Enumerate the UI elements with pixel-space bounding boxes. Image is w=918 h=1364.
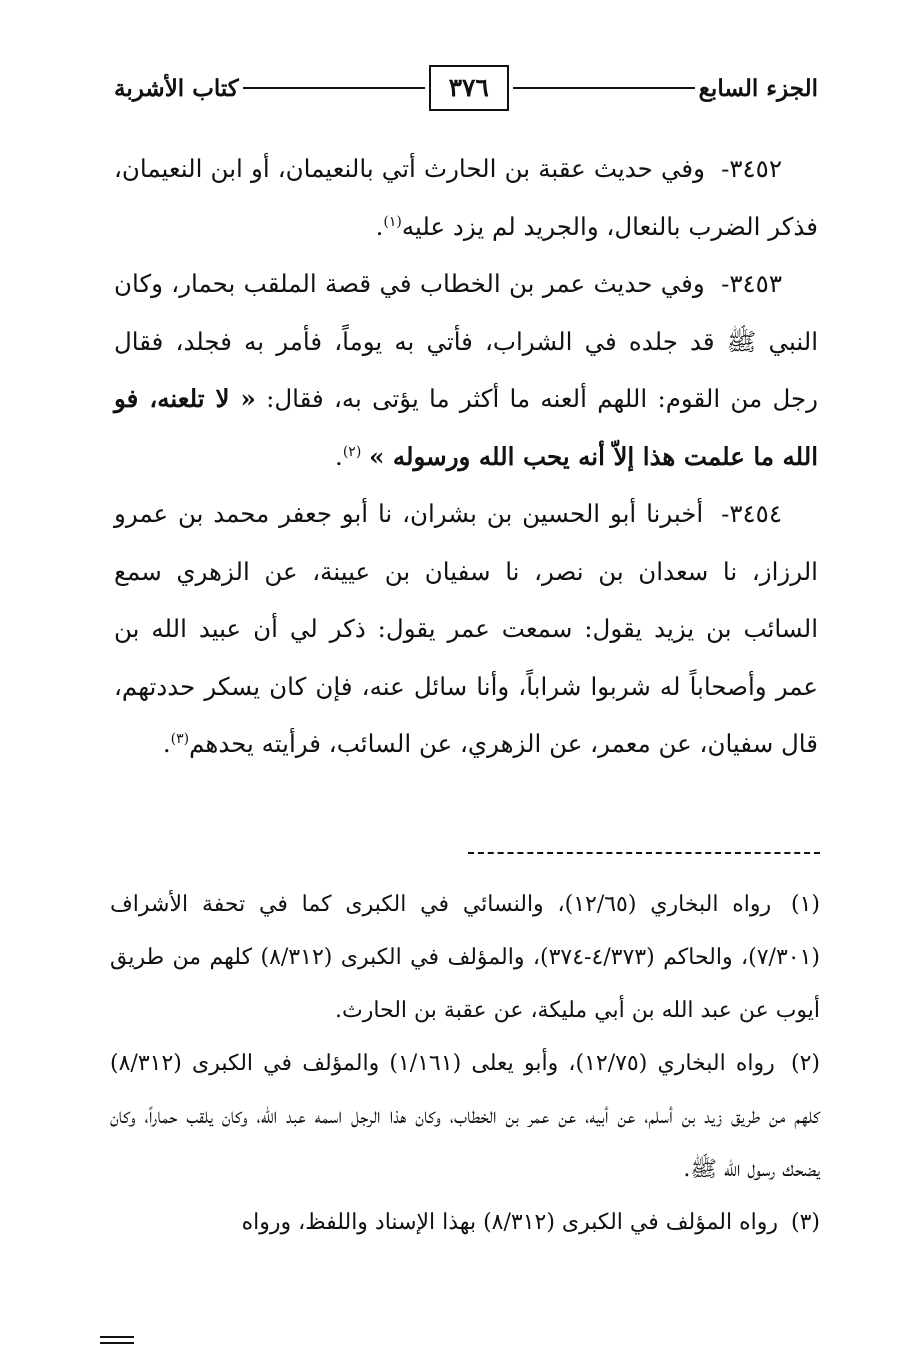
header-rule-left [243, 87, 425, 89]
catchword-underline [100, 1336, 134, 1338]
footnote-text: رواه البخاري (١٢/٧٥)، وأبو يعلى (١/١٦١) والمؤلف في الكبرى (٨/٣١٢) كلهم من طريق زيد بن أسلم، عن أبيه، عن عمر بن الخطاب، وكان هذا الرجل اسمه عبد الله، وكان يلقب حماراً، وكان يضحك [110, 1051, 820, 1182]
footnote-continuation: كلهم من طريق أيوب عن عبد الله بن أبي مليكة، عن عقبة بن الحارث. [110, 945, 820, 1023]
footnote [110, 1037, 820, 1196]
running-header [114, 62, 818, 114]
hadith-number: ٣٤٥٢- [721, 154, 782, 183]
main-text [114, 140, 818, 773]
header-rule-right [513, 87, 695, 89]
footnote-text: رواه البخاري (١٢/٦٥)، والنسائي في الكبرى كما في تحفة الأشراف (٧/٣٠١)، والحاكم (٤/٣٧٣-٣٧٤)، والمؤلف في الكبرى (٨/٣١٢) [110, 892, 820, 970]
end-punct: . [375, 211, 384, 241]
hadith-number: ٣٤٥٤- [721, 499, 782, 528]
end-punct: . [162, 729, 171, 758]
prophetic-quote: « لا تلعنه، فو الله ما علمت هذا إلاّ أنه يحب الله ورسوله » [114, 384, 818, 471]
end-punct: . [335, 441, 343, 471]
footnote-ref: (٣) [170, 730, 190, 747]
footnote-label: (٢) [790, 1051, 820, 1076]
hadith-paragraph [114, 485, 818, 773]
footnote [110, 1196, 820, 1249]
footnote-label: (٣) [790, 1210, 820, 1235]
footnote-text: رواه المؤلف في الكبرى (٨/٣١٢) بهذا الإسناد واللفظ، ورواه [241, 1210, 778, 1235]
hadith-paragraph [114, 140, 818, 255]
footnote-ref: (١) [383, 213, 402, 230]
footnote-continuation: رسول الله ﷺ. [683, 1157, 776, 1182]
hadith-text: أخبرنا أبو الحسين بن بشران، نا أبو جعفر محمد بن عمرو الرزاز، نا سعدان بن نصر، نا سفيان بن عيينة، عن الزهري سمع السائب بن يزيد يقول: سمعت عمر يقول: ذكر لي أن عبيد الله بن عمر وأصحاباً له شربوا شراباً، وأنا سائل عنه، فإن كان يسكر حددتهم، قال سفيان، عن معمر، عن الزهري، عن السائب، فرأيته يحدهم [114, 499, 818, 758]
volume-title: الجزء السابع [698, 74, 818, 102]
page-number: ٣٧٦ [429, 65, 509, 111]
footnotes [110, 878, 820, 1249]
hadith-text: وفي حديث عقبة بن الحارث أتي بالنعيمان، أو ابن النعيمان، فذكر الضرب بالنعال، والجريد لم يزد عليه [114, 154, 818, 241]
hadith-paragraph [114, 255, 818, 485]
footnote-label: (١) [790, 892, 820, 917]
hadith-number: ٣٤٥٣- [721, 269, 782, 298]
footnote [110, 878, 820, 1037]
chapter-title: كتاب الأشربة [114, 74, 239, 102]
catchword-underline [100, 1342, 134, 1344]
footnote-ref: (٢) [342, 443, 362, 460]
footnote-separator [468, 852, 820, 854]
hadith-text: وفي حديث عمر بن الخطاب في قصة الملقب بحمار، وكان النبي ﷺ قد جلده في الشراب، فأتي به يوماً، فأمر به فجلد، فقال رجل من القوم: اللهم ألعنه ما أكثر ما يؤتى به، فقال: [114, 269, 818, 413]
